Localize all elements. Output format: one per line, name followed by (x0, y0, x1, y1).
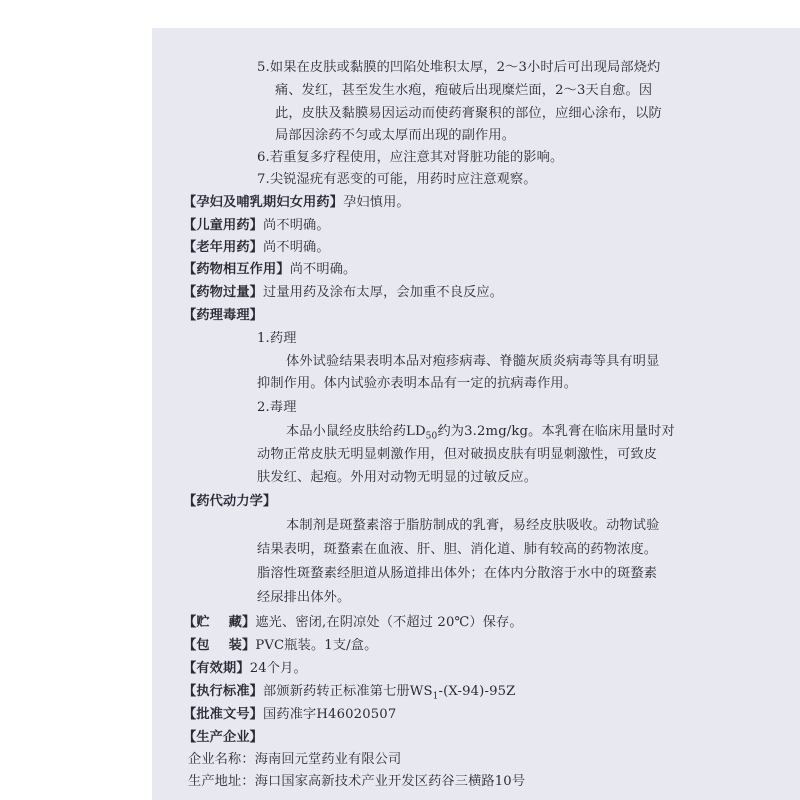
item-5-line-3: 此，皮肤及黏膜易因运动而使药膏聚积的部位，应细心涂布，以防 (275, 106, 662, 121)
manufacturer-heading: 【生产企业】 (183, 730, 264, 745)
approval-label: 【批准文号】 (183, 707, 264, 722)
pharm-tox-heading: 【药理毒理】 (183, 308, 264, 323)
company-name-value: 海南回元堂药业有限公司 (254, 752, 402, 767)
company-name-label: 企业名称： (188, 752, 255, 767)
standard-text-a: 部颁新药转正标准第七册WS (263, 684, 433, 699)
item-6: 6.若重复多疗程使用，应注意其对肾脏功能的影响。 (257, 150, 564, 165)
address-value: 海口国家高新技术产业开发区药谷三横路10号 (254, 774, 526, 789)
standard-label: 【执行标准】 (183, 684, 264, 699)
ld-subscript: 50 (425, 431, 438, 442)
package-section (183, 636, 377, 656)
children-section (183, 216, 330, 236)
package-label: 【包 装】 (183, 638, 256, 653)
approval-text: 国药准字H46020507 (263, 707, 397, 722)
item-7: 7.尖锐湿疣有恶变的可能，用药时应注意观察。 (257, 172, 537, 187)
validity-label: 【有效期】 (183, 661, 250, 676)
elderly-label: 【老年用药】 (183, 240, 264, 255)
pharmacology-line-2: 抑制作用。体内试验亦表明本品有一定的抗病毒作用。 (257, 376, 578, 391)
elderly-section (183, 238, 330, 258)
interactions-section (183, 260, 356, 280)
toxicology-line-1b: 约为3.2mg/kg。本乳膏在临床用量时对 (437, 424, 675, 439)
toxicology-line-1 (286, 422, 675, 447)
interactions-label: 【药物相互作用】 (183, 262, 290, 277)
pregnancy-section (183, 193, 410, 213)
elderly-text: 尚不明确。 (263, 240, 330, 255)
item-5-line-1: 5.如果在皮肤或黏膜的凹陷处堆积太厚，2～3小时后可出现局部烧灼 (257, 60, 661, 75)
pregnancy-label: 【孕妇及哺乳期妇女用药】 (183, 195, 344, 210)
toxicology-line-3: 肤发红、起疱。外用对动物无明显的过敏反应。 (257, 470, 538, 485)
manufacturer-row-address (188, 772, 525, 792)
pk-line-1: 本制剂是斑蝥素溶于脂肪制成的乳膏，易经皮肤吸收。动物试验 (286, 518, 660, 533)
item-5-line-4: 局部因涂药不匀或太厚而出现的副作用。 (275, 128, 516, 143)
standard-text-b: -(X-94)-95Z (438, 684, 516, 699)
interactions-text: 尚不明确。 (289, 262, 357, 277)
storage-label: 【贮 藏】 (183, 615, 256, 630)
pharmacology-line-1: 体外试验结果表明本品对疱疹病毒、脊髓灰质炎病毒等具有明显 (286, 354, 660, 369)
pk-line-3: 脂溶性斑蝥素经胆道从肠道排出体外；在体内分散溶于水中的斑蝥素 (257, 566, 658, 581)
pk-line-2: 结果表明，斑蝥素在血液、肝、胆、消化道、肺有较高的药物浓度。 (257, 542, 658, 557)
toxicology-line-2: 动物正常皮肤无明显刺激作用，但对破损皮肤有明显刺激性，可致皮 (257, 447, 658, 462)
overdose-label: 【药物过量】 (183, 285, 264, 300)
children-label: 【儿童用药】 (183, 218, 264, 233)
manufacturer-row-name (188, 750, 401, 770)
toxicology-title: 2.毒理 (257, 400, 297, 415)
pk-line-4: 经尿排出体外。 (257, 590, 351, 605)
children-text: 尚不明确。 (263, 218, 330, 233)
overdose-text: 过量用药及涂布太厚，会加重不良反应。 (263, 285, 504, 300)
pregnancy-text: 孕妇慎用。 (343, 195, 410, 210)
overdose-section (183, 283, 503, 303)
storage-section (183, 613, 523, 633)
pharmacology-title: 1.药理 (257, 331, 297, 346)
approval-section (183, 705, 396, 725)
standard-section (183, 682, 515, 707)
address-label: 生产地址： (188, 774, 255, 789)
storage-text: 遮光、密闭,在阴凉处（不超过 20℃）保存。 (255, 615, 523, 630)
validity-section (183, 659, 307, 679)
toxicology-line-1a: 本品小鼠经皮肤给药LD (286, 424, 426, 439)
pk-heading: 【药代动力学】 (183, 494, 277, 509)
item-5-line-2: 痛、发红，甚至发生水疱，疱破后出现糜烂面，2～3天自愈。因 (275, 83, 653, 98)
validity-text: 24个月。 (249, 661, 307, 676)
standard-subscript: 1 (432, 691, 439, 702)
package-text: PVC瓶装。1支/盒。 (255, 638, 378, 653)
